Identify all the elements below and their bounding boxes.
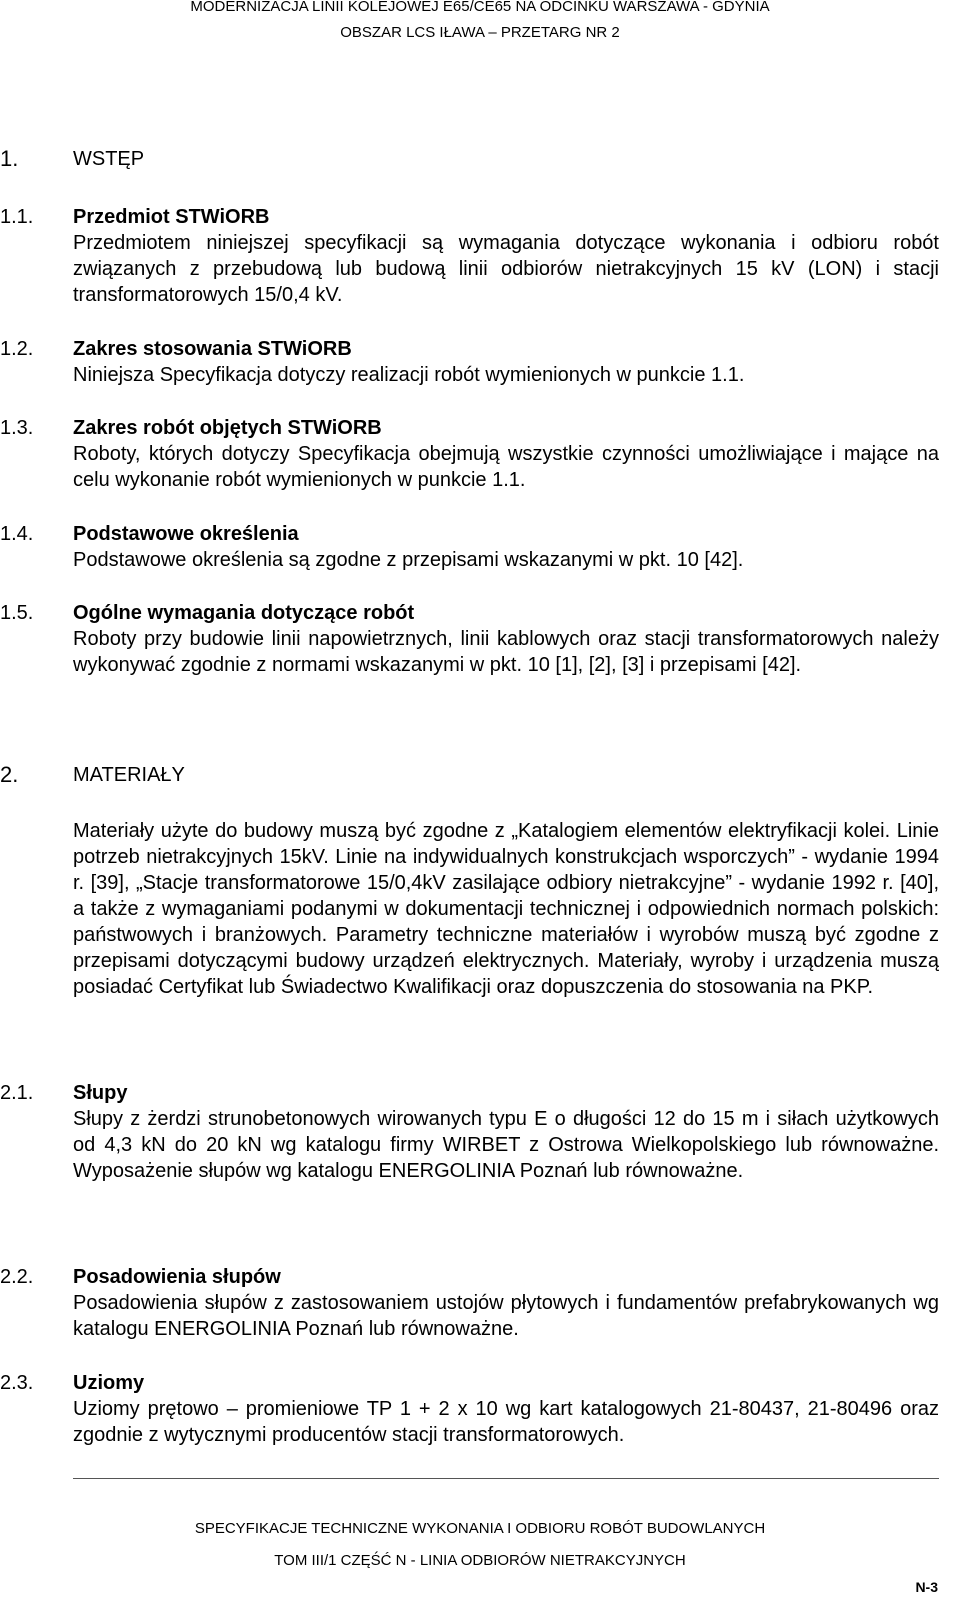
subsection-heading: Uziomy: [73, 1372, 145, 1394]
section-heading: MATERIAŁY: [73, 764, 185, 786]
subsection-text: Słupy z żerdzi strunobetonowych wirowanych typu E o długości 12 do 15 m i siłach użytkowych od 4,3 kN do 20 kN wg katalogu firmy WIRBET z Ostrowa Wielkopolskiego lub równoważne. Wyposażenie słupów wg katalogu ENERGOLINIA Poznań lub równoważne.: [73, 1108, 939, 1182]
subsection-text: Roboty, których dotyczy Specyfikacja obejmują wszystkie czynności umożliwiające i mające na celu wykonanie robót wymienionych w punkcie 1.1.: [73, 443, 939, 491]
section-heading: WSTĘP: [73, 148, 145, 170]
subsection-text: Posadowienia słupów z zastosowaniem ustojów płytowych i fundamentów prefabrykowanych wg katalogu ENERGOLINIA Poznań lub równoważne.: [73, 1292, 939, 1340]
subsection-number: 1.2.: [0, 338, 34, 360]
subsection-number: 2.2.: [0, 1266, 34, 1288]
section-intro-text: Materiały użyte do budowy muszą być zgodne z „Katalogiem elementów elektryfikacji kolei. Linie potrzeb nietrakcyjnych 15kV. Linie na indywidualnych konstrukcjach wsporczych” - wydanie 1994 r. [39], „Stacje transformatorowe 15/0,4kV zasilające odbiory nietrakcyjne” - wydanie 1992 r. [40], a także z wymaganiami podanymi w dokumentacji technicznej i odpowiednich normach polskich: państwowych i branżowych. Parametry techniczne materiałów i wyrobów muszą być zgodne z przepisami dotyczącymi budowy urządzeń elektrycznych. Materiały, wyroby i urządzenia muszą posiadać Certyfikat lub Świadectwo Kwalifikacji oraz dopuszczenia do stosowania na PKP.: [73, 820, 939, 998]
subsection-number: 2.1.: [0, 1082, 34, 1104]
footer-divider: [73, 1478, 939, 1479]
section-number: 1.: [0, 146, 19, 171]
subsection-heading: Posadowienia słupów: [73, 1266, 281, 1288]
subsection-heading: Słupy: [73, 1082, 128, 1104]
subsection-text: Uziomy prętowo – promieniowe TP 1 + 2 x 10 wg kart katalogowych 21-80437, 21-80496 oraz zgodnie z wytycznymi producentów stacji transformatorowych.: [73, 1398, 939, 1446]
subsection-heading: Przedmiot STWiORB: [73, 206, 270, 228]
subsection-text: Podstawowe określenia są zgodne z przepisami wskazanymi w pkt. 10 [42].: [73, 549, 744, 571]
subsection-number: 1.3.: [0, 417, 34, 439]
running-header-subtitle: OBSZAR LCS IŁAWA – PRZETARG NR 2: [340, 24, 620, 41]
running-footer-subtitle: TOM III/1 CZĘŚĆ N - LINIA ODBIORÓW NIETRAKCYJNYCH: [274, 1552, 686, 1569]
subsection-text: Niniejsza Specyfikacja dotyczy realizacji robót wymienionych w punkcie 1.1.: [73, 364, 745, 386]
section-number: 2.: [0, 762, 19, 787]
subsection-number: 1.4.: [0, 523, 34, 545]
subsection-text: Przedmiotem niniejszej specyfikacji są wymagania dotyczące wykonania i odbioru robót związanych z przebudową lub budową linii odbiorów nietrakcyjnych 15 kV (LON) i stacji transformatorowych 15/0,4 kV.: [73, 232, 939, 306]
subsection-heading: Zakres robót objętych STWiORB: [73, 417, 382, 439]
subsection-number: 1.1.: [0, 206, 34, 228]
page-number: N-3: [915, 1579, 938, 1595]
running-header-title: MODERNIZACJA LINII KOLEJOWEJ E65/CE65 NA ODCINKU WARSZAWA - GDYNIA: [190, 0, 770, 15]
running-footer-title: SPECYFIKACJE TECHNICZNE WYKONANIA I ODBIORU ROBÓT BUDOWLANYCH: [194, 1520, 766, 1537]
subsection-number: 1.5.: [0, 602, 34, 624]
subsection-heading: Zakres stosowania STWiORB: [73, 338, 352, 360]
subsection-heading: Ogólne wymagania dotyczące robót: [73, 602, 415, 624]
subsection-number: 2.3.: [0, 1372, 34, 1394]
subsection-heading: Podstawowe określenia: [73, 523, 299, 545]
subsection-text: Roboty przy budowie linii napowietrznych, linii kablowych oraz stacji transformatorowych należy wykonywać zgodnie z normami wskazanymi w pkt. 10 [1], [2], [3] i przepisami [42].: [73, 628, 939, 676]
